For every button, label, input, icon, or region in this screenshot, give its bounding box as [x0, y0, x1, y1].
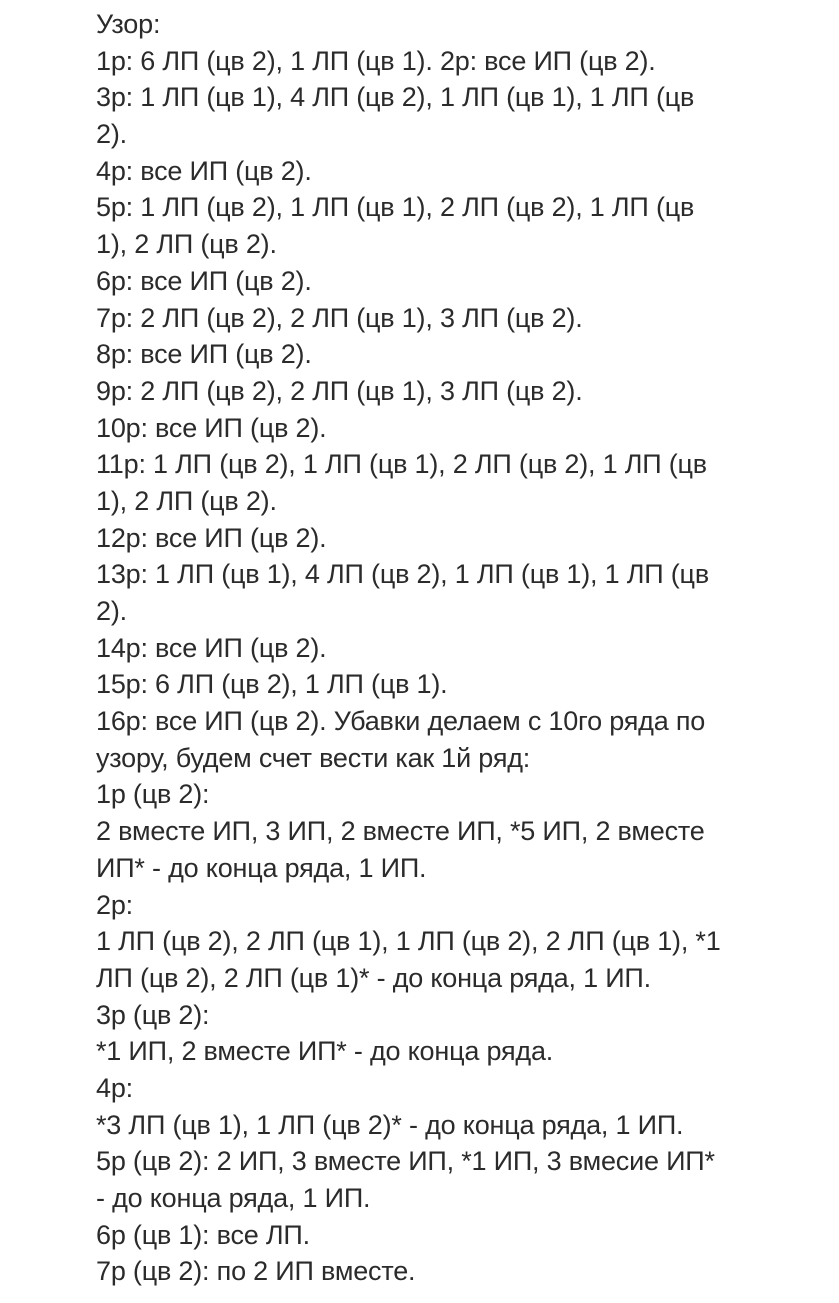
text-line: 4р: все ИП (цв 2).: [96, 155, 312, 186]
text-line: 8р: все ИП (цв 2).: [96, 339, 312, 370]
text-line: 13р: 1 ЛП (цв 1), 4 ЛП (цв 2), 1 ЛП (цв 1), 1 ЛП (цв: [96, 559, 709, 590]
text-line: 5р (цв 2): 2 ИП, 3 вместе ИП, *1 ИП, 3 вмесие ИП*: [96, 1146, 715, 1177]
text-line: 4р:: [96, 1072, 133, 1103]
pattern-text: [96, 6, 796, 1290]
text-line: 6р (цв 1): все ЛП.: [96, 1219, 310, 1250]
text-line: ЛП (цв 2), 2 ЛП (цв 1)* - до конца ряда, 1 ИП.: [96, 962, 651, 993]
text-line: 1), 2 ЛП (цв 2).: [96, 229, 277, 260]
text-line: 9р: 2 ЛП (цв 2), 2 ЛП (цв 1), 3 ЛП (цв 2).: [96, 375, 583, 406]
text-line: 2р:: [96, 889, 133, 920]
text-line: 3р: 1 ЛП (цв 1), 4 ЛП (цв 2), 1 ЛП (цв 1), 1 ЛП (цв: [96, 82, 695, 113]
text-line: 2).: [96, 596, 127, 626]
text-line: 2).: [96, 119, 127, 150]
text-line: 12р: все ИП (цв 2).: [96, 522, 327, 553]
text-line: ИП* - до конца ряда, 1 ИП.: [96, 852, 427, 883]
text-line: 2 вместе ИП, 3 ИП, 2 вместе ИП, *5 ИП, 2 вместе: [96, 816, 705, 847]
text-line-title: Узор:: [96, 9, 161, 39]
text-line: 15р: 6 ЛП (цв 2), 1 ЛП (цв 1).: [96, 669, 448, 700]
text-line: 7р (цв 2): по 2 ИП вместе.: [96, 1256, 416, 1287]
text-line: 11р: 1 ЛП (цв 2), 1 ЛП (цв 1), 2 ЛП (цв 2), 1 ЛП (цв: [96, 449, 707, 480]
text-line: 6р: все ИП (цв 2).: [96, 265, 312, 296]
text-line: 16р: все ИП (цв 2). Убавки делаем с 10го ряда по: [96, 706, 706, 737]
text-line: 10р: все ИП (цв 2).: [96, 412, 327, 443]
text-line: *1 ИП, 2 вместе ИП* - до конца ряда.: [96, 1036, 554, 1067]
text-line: узору, будем счет вести как 1й ряд:: [96, 742, 531, 773]
text-line: 1 ЛП (цв 2), 2 ЛП (цв 1), 1 ЛП (цв 2), 2 ЛП (цв 1), *1: [96, 926, 721, 957]
text-line: *3 ЛП (цв 1), 1 ЛП (цв 2)* - до конца ряда, 1 ИП.: [96, 1109, 684, 1140]
text-line: 1р: 6 ЛП (цв 2), 1 ЛП (цв 1). 2р: все ИП (цв 2).: [96, 45, 656, 76]
text-line: 1), 2 ЛП (цв 2).: [96, 485, 277, 516]
text-line: 1р (цв 2):: [96, 779, 210, 810]
text-line: 7р: 2 ЛП (цв 2), 2 ЛП (цв 1), 3 ЛП (цв 2).: [96, 302, 583, 333]
text-line: 14р: все ИП (цв 2).: [96, 632, 327, 663]
text-line: 3р (цв 2):: [96, 999, 210, 1030]
text-line: - до конца ряда, 1 ИП.: [96, 1183, 371, 1213]
text-line: 5р: 1 ЛП (цв 2), 1 ЛП (цв 1), 2 ЛП (цв 2), 1 ЛП (цв: [96, 192, 695, 223]
